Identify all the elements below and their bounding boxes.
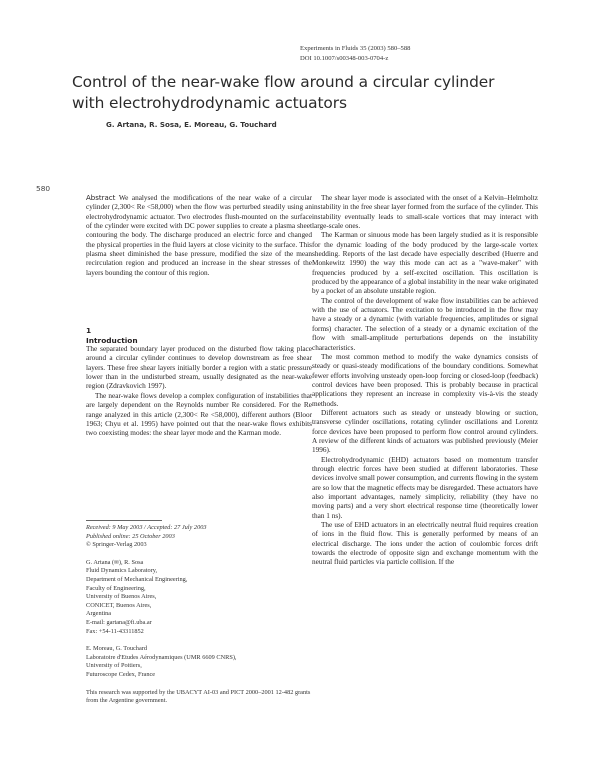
right-column	[312, 194, 538, 568]
journal-header	[300, 44, 540, 63]
affiliation-1	[86, 559, 312, 636]
affiliation-line: Futuroscope Cedex, France	[86, 670, 156, 678]
affiliation-line: CONICET, Buenos Aires,	[86, 601, 152, 609]
article-notes	[86, 520, 312, 706]
dates	[86, 520, 312, 541]
divider	[86, 520, 162, 521]
paragraph: The control of the development of wake flow instabilities can be achieved with the use of actuators. The excitation to be introduced in the flow may have a steady or a dynamic (with variable frequencies, amplitudes or signal forms) character. The selection of a steady or a dynamic excitation of the flow with small-amplitude perturbations depends on the instability characteristics.	[312, 296, 538, 352]
doi: DOI 10.1007/s00348-003-0704-z	[300, 54, 389, 62]
affiliation-line: University of Buenos Aires,	[86, 593, 157, 601]
paragraph: The separated boundary layer produced on the disturbed flow taking place around a circular cylinder continues to develop downstream as free shear layers. These free shear layers initially border a region with a static pressure lower than in the undisturbed stream, usually designated as the near-wake region (Zdravkovich 1997).	[86, 345, 312, 391]
affiliation-line: Argentina	[86, 610, 112, 618]
affiliation-line: Department of Mechanical Engineering,	[86, 575, 188, 583]
affiliation-names	[86, 559, 312, 568]
paragraph: The Karman or sinuous mode has been largely studied as it is responsible for the dynamic loading of the body produced by the large-scale vortex shedding. Reports of the last decade have especially described (Huerre and Monkewitz 1990) the way this mode can act as a "wave-maker" with frequencies produced by a self-excited oscillation. This oscillation is produced by the appearance of a global instability in the near wake originated by a pocket of an absolute unstable region.	[312, 231, 538, 296]
paragraph: The use of EHD actuators in an electrically neutral fluid requires creation of ions in the fluid flow. This is generally performed by means of an electrical discharge. The ions under the action of coulombic forces drift towards the electrode of opposite sign and exchange momentum with the neutral fluid particles via particle collision. If the	[312, 521, 538, 567]
names-suffix: ), R. Sosa	[118, 558, 144, 566]
funding-note: This research was supported by the UBACYT AI-03 and PICT 2000–2001 12-482 grants from the Argentine government.	[86, 688, 311, 705]
paragraph: Electrohydrodynamic (EHD) actuators based on momentum transfer through electric forces have been studied at different laboratories. These devices involve small power consumption, and currents flowing in the system are so low that the magnetic effects may be disregarded. These actuators have also important advantages, namely simplicity, reliability (they have no moving parts) and a very short electrical response time (theoretically lower than 1 ns).	[312, 455, 538, 520]
author-list: G. Artana, R. Sosa, E. Moreau, G. Touchard	[106, 120, 277, 129]
received-date: Received: 9 May 2003 / Accepted: 27 July 2003	[86, 524, 207, 531]
affiliation-email: E-mail: gartana@fi.uba.ar	[86, 618, 152, 626]
article-title	[72, 72, 552, 114]
left-column	[86, 194, 312, 439]
journal-citation: Experiments in Fluids 35 (2003) 580–588	[300, 45, 411, 52]
title-line-2: with electrohydrodynamic actuators	[72, 94, 347, 112]
names-prefix: G. Artana (	[86, 558, 115, 566]
paragraph: Different actuators such as steady or unsteady blowing or suction, transverse cylinder oscillations, rotating cylinder oscillations and Lorentz force devices have been proposed to perform flow control around cylinders. A review of the different kinds of actuators was published previously (Meier 1996).	[312, 408, 538, 455]
paragraph: The shear layer mode is associated with the onset of a Kelvin–Helmholtz instability in the free shear layer formed from the surface of the cylinder. This instability eventually leads to small-scale vortices that may interact with large-scale ones.	[312, 194, 538, 231]
title-line-1: Control of the near-wake flow around a circular cylinder	[72, 73, 495, 91]
section-number: 1	[86, 326, 92, 336]
abstract-text: We analysed the modifications of the near wake of a circular cylinder (2,300< Re <58,000) when the flow was perturbed steadily using an electrohydrodynamic actuator. Two electrodes flush-mounted on the surface of the cylinder were excited with DC power supplies to create a plasma sheet contouring the body. The discharge produced an electric force and changed the physical properties in the fluid layers at close vicinity to the surface. This plasma sheet diminished the base pressure, modified the size of the mean recirculation region and produced an increase in the shear stresses of the layers bounding the contour of this region.	[86, 194, 312, 277]
abstract	[86, 194, 312, 278]
affiliation-line: University of Poitiers,	[86, 662, 142, 670]
section-title: Introduction	[86, 335, 138, 345]
page-number: 580	[36, 184, 51, 193]
affiliation-names: E. Moreau, G. Touchard	[86, 645, 147, 653]
abstract-label: Abstract	[86, 194, 116, 202]
affiliation-line: Fluid Dynamics Laboratory,	[86, 567, 158, 575]
affiliation-line: Laboratoire d'Etudes Aérodynamiques (UMR 6609 CNRS),	[86, 653, 237, 661]
envelope-icon: ✉	[114, 559, 119, 566]
affiliation-line: Faculty of Engineering,	[86, 584, 146, 592]
paragraph: The most common method to modify the wake dynamics consists of steady or quasi-steady modifications of the boundary conditions. Somewhat fewer efforts involving unsteady open-loop forcing or closed-loop (feedback) control devices have been proposed. This is probably because in practical applications they represent an increase in complexity vis-à-vis the steady methods.	[312, 352, 538, 408]
published-date: Published online: 25 October 2003	[86, 532, 175, 540]
affiliation-fax: Fax: +54-11-43311852	[86, 627, 144, 635]
paragraph: The near-wake flows develop a complex configuration of instabilities that are largely dependent on the Reynolds number Re considered. For the Re range analyzed in this article (2,300< Re <58,000), different authors (Bloor 1963; Chyu et al. 1995) have pointed out that the near-wake flows exhibits two coexisting modes: the shear layer mode and the Karman mode.	[86, 391, 312, 438]
copyright: © Springer-Verlag 2003	[86, 541, 147, 549]
affiliation-2	[86, 645, 312, 679]
